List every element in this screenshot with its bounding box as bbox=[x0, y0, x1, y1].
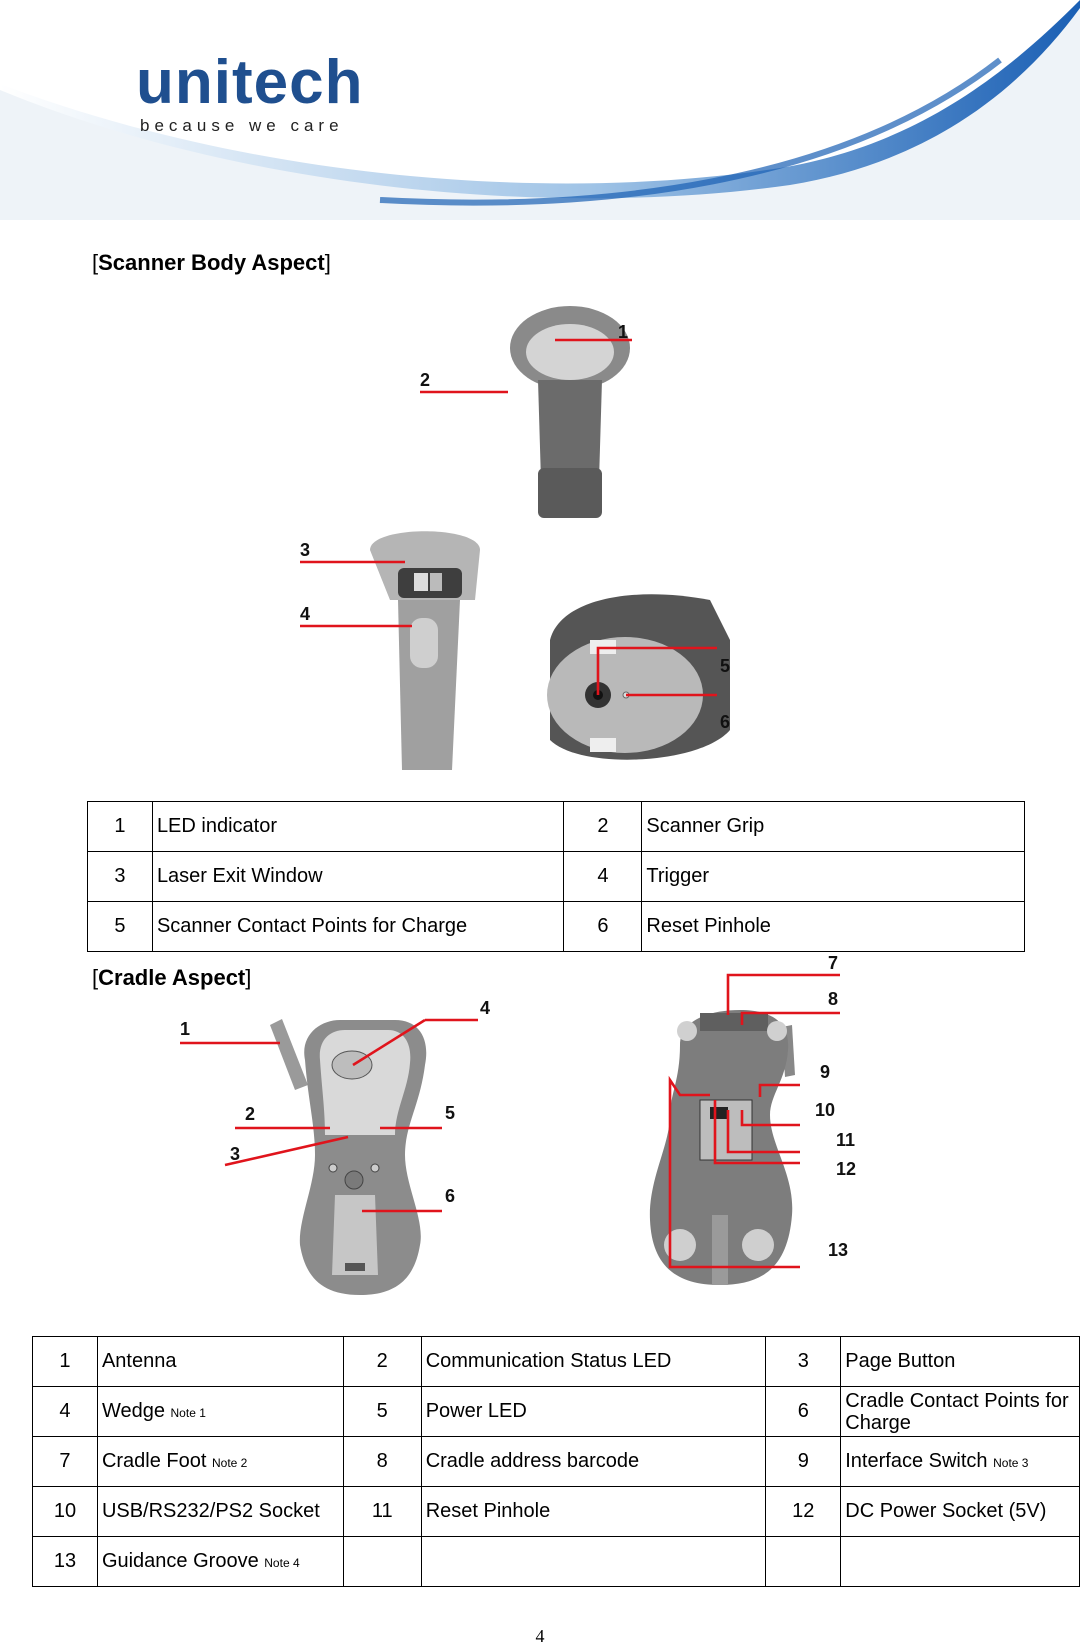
note-ref: Note 1 bbox=[170, 1406, 206, 1420]
cradle-top-illustration bbox=[270, 1019, 426, 1295]
cradle-section-title: [Cradle Aspect] bbox=[92, 965, 252, 990]
cradle-callout-13: 13 bbox=[828, 1240, 849, 1260]
table-row: 13 Guidance Groove Note 4 bbox=[33, 1537, 1080, 1587]
cradle-callout-8: 8 bbox=[828, 989, 839, 1009]
scanner-callout-3: 3 bbox=[300, 540, 311, 560]
cradle-callout-3: 3 bbox=[230, 1144, 241, 1164]
cradle-callout-11: 11 bbox=[836, 1130, 856, 1150]
cradle-callout-7: 7 bbox=[828, 953, 839, 973]
cradle-callout-1: 1 bbox=[180, 1019, 191, 1039]
table-row: 1 LED indicator 2 Scanner Grip bbox=[88, 802, 1025, 852]
table-row: 5 Scanner Contact Points for Charge 6 Reset Pinhole bbox=[88, 902, 1025, 952]
note-ref: Note 3 bbox=[993, 1456, 1029, 1470]
cradle-callout-10: 10 bbox=[815, 1100, 836, 1120]
scanner-callout-1: 1 bbox=[618, 322, 629, 342]
note-ref: Note 4 bbox=[264, 1556, 300, 1570]
cradle-figure bbox=[180, 953, 880, 1320]
scanner-callout-5: 5 bbox=[720, 656, 731, 676]
page-number: 4 bbox=[535, 1626, 545, 1646]
cradle-callout-2: 2 bbox=[245, 1104, 256, 1124]
scanner-side-illustration bbox=[370, 531, 480, 770]
brand-logo: unitech bbox=[136, 48, 364, 117]
cradle-bottom-illustration bbox=[650, 1010, 795, 1285]
cradle-callout-4: 4 bbox=[480, 998, 491, 1018]
brand-tagline: because we care bbox=[140, 116, 344, 135]
scanner-front-illustration bbox=[510, 306, 630, 518]
scanner-section-title: [Scanner Body Aspect] bbox=[92, 250, 331, 275]
cradle-callout-5: 5 bbox=[445, 1103, 456, 1123]
cradle-callout-6: 6 bbox=[445, 1186, 456, 1206]
cradle-parts-table bbox=[32, 1336, 1080, 1587]
scanner-callout-2: 2 bbox=[420, 370, 431, 390]
note-ref: Note 2 bbox=[212, 1456, 248, 1470]
cradle-callout-12: 12 bbox=[836, 1159, 857, 1179]
table-row: 3 Laser Exit Window 4 Trigger bbox=[88, 852, 1025, 902]
table-row: 10 USB/RS232/PS2 Socket 11 Reset Pinhole 12 DC Power Socket (5V) bbox=[33, 1487, 1080, 1537]
scanner-callout-4: 4 bbox=[300, 604, 311, 624]
table-row: 7 Cradle Foot Note 2 8 Cradle address barcode 9 Interface Switch Note 3 bbox=[33, 1437, 1080, 1487]
scanner-figure bbox=[280, 300, 800, 780]
scanner-bottom-illustration bbox=[547, 594, 730, 759]
table-row: 4 Wedge Note 1 5 Power LED 6 Cradle Contact Points for Charge bbox=[33, 1387, 1080, 1437]
table-row: 1 Antenna 2 Communication Status LED 3 Page Button bbox=[33, 1337, 1080, 1387]
scanner-callout-6: 6 bbox=[720, 712, 731, 732]
cradle-callout-9: 9 bbox=[820, 1062, 831, 1082]
scanner-parts-table bbox=[87, 801, 1025, 952]
